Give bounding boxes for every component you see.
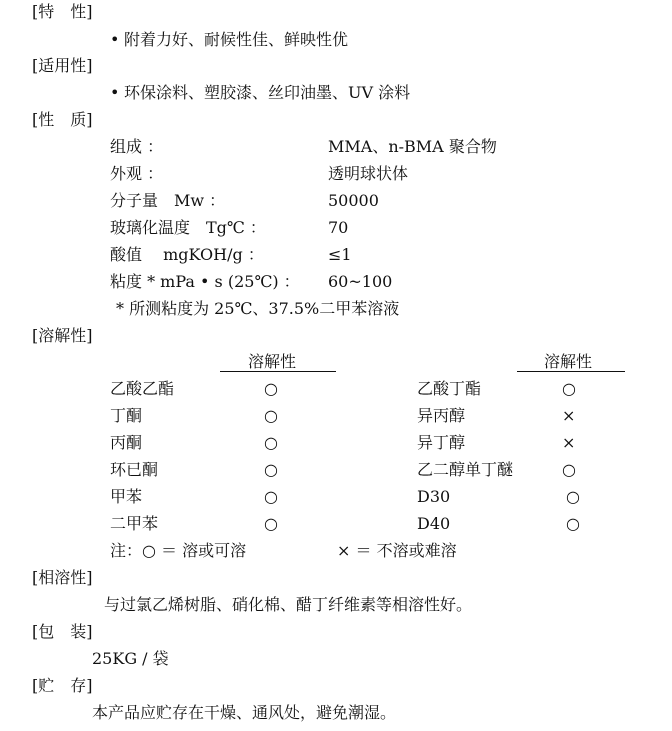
- solubility-mark: ○: [566, 514, 580, 533]
- property-value-tg: 70: [328, 218, 349, 237]
- solvent-name: 乙酸丁酯: [417, 379, 482, 398]
- solvent-name: 丁酮: [110, 406, 143, 425]
- features-bullet: •: [110, 30, 120, 49]
- solubility-mark: ○: [562, 460, 576, 479]
- packaging-text: 25KG / 袋: [92, 649, 169, 668]
- compatibility-text: 与过氯乙烯树脂、硝化棉、醋丁纤维素等相溶性好。: [104, 595, 473, 614]
- property-value-composition: MMA、n-BMA 聚合物: [328, 137, 497, 156]
- solubility-mark: ○: [264, 406, 278, 425]
- property-value-acid-value: ≤1: [328, 245, 352, 264]
- features-heading: [特 性]: [32, 2, 93, 21]
- applications-bullet: •: [110, 83, 120, 102]
- solvent-name: 甲苯: [110, 487, 143, 506]
- solvent-name: D40: [417, 514, 451, 533]
- applications-heading: [适用性]: [32, 56, 93, 75]
- property-value-appearance: 透明球状体: [328, 164, 409, 183]
- solubility-heading: [溶解性]: [32, 326, 93, 345]
- solubility-mark: ○: [264, 514, 278, 533]
- solvent-name: 丙酮: [110, 433, 143, 452]
- solvent-name: 乙酸乙酯: [110, 379, 175, 398]
- property-value-molecular-weight: 50000: [328, 191, 379, 210]
- property-label-tg: 玻璃化温度 Tg℃ ：: [110, 218, 266, 237]
- solubility-mark: ○: [562, 379, 576, 398]
- property-label-viscosity: 粘度 * mPa • s (25℃) ：: [110, 272, 300, 291]
- property-label-composition: 组成 ：: [110, 137, 164, 156]
- viscosity-note: * 所测粘度为 25℃、37.5%二甲苯溶液: [116, 299, 400, 318]
- storage-text: 本产品应贮存在干燥、通风处，避免潮湿。: [92, 703, 397, 722]
- solubility-mark: ○: [566, 487, 580, 506]
- property-label-acid-value: 酸值 mgKOH/g ：: [110, 245, 264, 264]
- solvent-name: D30: [417, 487, 451, 506]
- solubility-mark: ×: [562, 406, 576, 425]
- features-text: 附着力好、耐候性佳、鲜映性优: [124, 30, 349, 49]
- solubility-mark: ○: [264, 379, 278, 398]
- solubility-mark: ○: [264, 460, 278, 479]
- packaging-heading: [包 装]: [32, 622, 93, 641]
- storage-heading: [贮 存]: [32, 676, 93, 695]
- solvent-name: 异丙醇: [417, 406, 466, 425]
- property-label-appearance: 外观 ：: [110, 164, 164, 183]
- solubility-col-header-right: 溶解性: [544, 352, 593, 371]
- solubility-mark: ○: [264, 487, 278, 506]
- solvent-name: 二甲苯: [110, 514, 159, 533]
- property-label-molecular-weight: 分子量 Mw ：: [110, 191, 226, 210]
- property-value-viscosity: 60~100: [328, 272, 393, 291]
- solvent-name: 异丁醇: [417, 433, 466, 452]
- solubility-mark: ○: [264, 433, 278, 452]
- applications-text: 环保涂料、塑胶漆、丝印油墨、UV 涂料: [124, 83, 411, 102]
- solvent-name: 乙二醇单丁醚: [417, 460, 514, 479]
- solubility-col-header-left: 溶解性: [248, 352, 297, 371]
- solubility-mark: ×: [562, 433, 576, 452]
- header-underline-left: [220, 371, 336, 372]
- legend-insoluble: × ＝ 不溶或难溶: [337, 541, 457, 560]
- header-underline-right: [517, 371, 625, 372]
- legend-soluble: 注：○ ＝ 溶或可溶: [110, 541, 247, 560]
- properties-heading: [性 质]: [32, 110, 93, 129]
- compatibility-heading: [相溶性]: [32, 568, 93, 587]
- solvent-name: 环已酮: [110, 460, 159, 479]
